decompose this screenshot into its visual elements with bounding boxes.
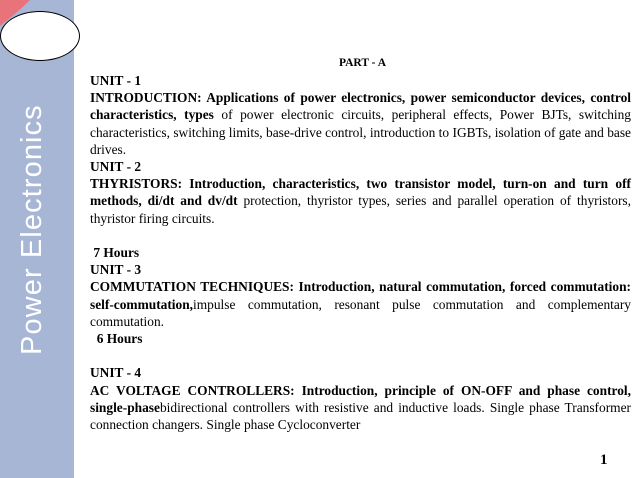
unit-3-description — [90, 278, 631, 330]
unit-4-title: AC VOLTAGE CONTROLLERS: Introduction, principle of ON-OFF and phase control, single-phase — [90, 382, 631, 415]
unit-3-body: impulse commutation, resonant pulse commutation and complementary commutation. — [90, 296, 631, 329]
unit-2-hours: 7 Hours — [90, 245, 140, 261]
sidebar-title: Power Electronics — [16, 104, 48, 355]
left-sidebar-panel — [0, 0, 74, 478]
spacer — [90, 227, 631, 244]
slide-content — [90, 56, 631, 433]
spacer — [90, 347, 631, 364]
unit-4-label: UNIT - 4 — [90, 365, 142, 381]
unit-2-description — [90, 175, 631, 227]
unit-1-description — [90, 89, 631, 158]
unit-4-body: bidirectional controllers with resistive and inductive loads. Single phase Transformer connection changers. Single phase Cycloconverter — [90, 399, 631, 433]
unit-1-title: INTRODUCTION: Applications of power electronics, power semiconductor devices, control characteristics, types — [90, 90, 631, 123]
unit-2-body: protection, thyristor types, series and parallel operation of thyristors, thyristor firing circuits. — [90, 193, 631, 226]
oval-badge-shape — [0, 11, 80, 61]
unit-3-title: COMMUTATION TECHNIQUES: Introduction, natural commutation, forced commutation: self-commutation, — [90, 279, 631, 312]
part-heading: PART - A — [338, 57, 387, 69]
unit-3-hours: 6 Hours — [90, 331, 143, 347]
unit-2-label: UNIT - 2 — [90, 159, 142, 175]
unit-4-description — [90, 382, 631, 434]
unit-1-label: UNIT - 1 — [90, 73, 142, 88]
unit-1-body: of power electronic circuits, peripheral effects, Power BJTs, switching characteristics, switching limits, base-drive control, introduction to IGBTs, isolation of gate and base drives. — [90, 107, 631, 157]
page-number: 1 — [600, 452, 608, 468]
unit-2-title: THYRISTORS: Introduction, characteristics, two transistor model, turn-on and turn off methods, di/dt and dv/dt — [90, 176, 631, 209]
unit-3-label: UNIT - 3 — [90, 262, 142, 278]
